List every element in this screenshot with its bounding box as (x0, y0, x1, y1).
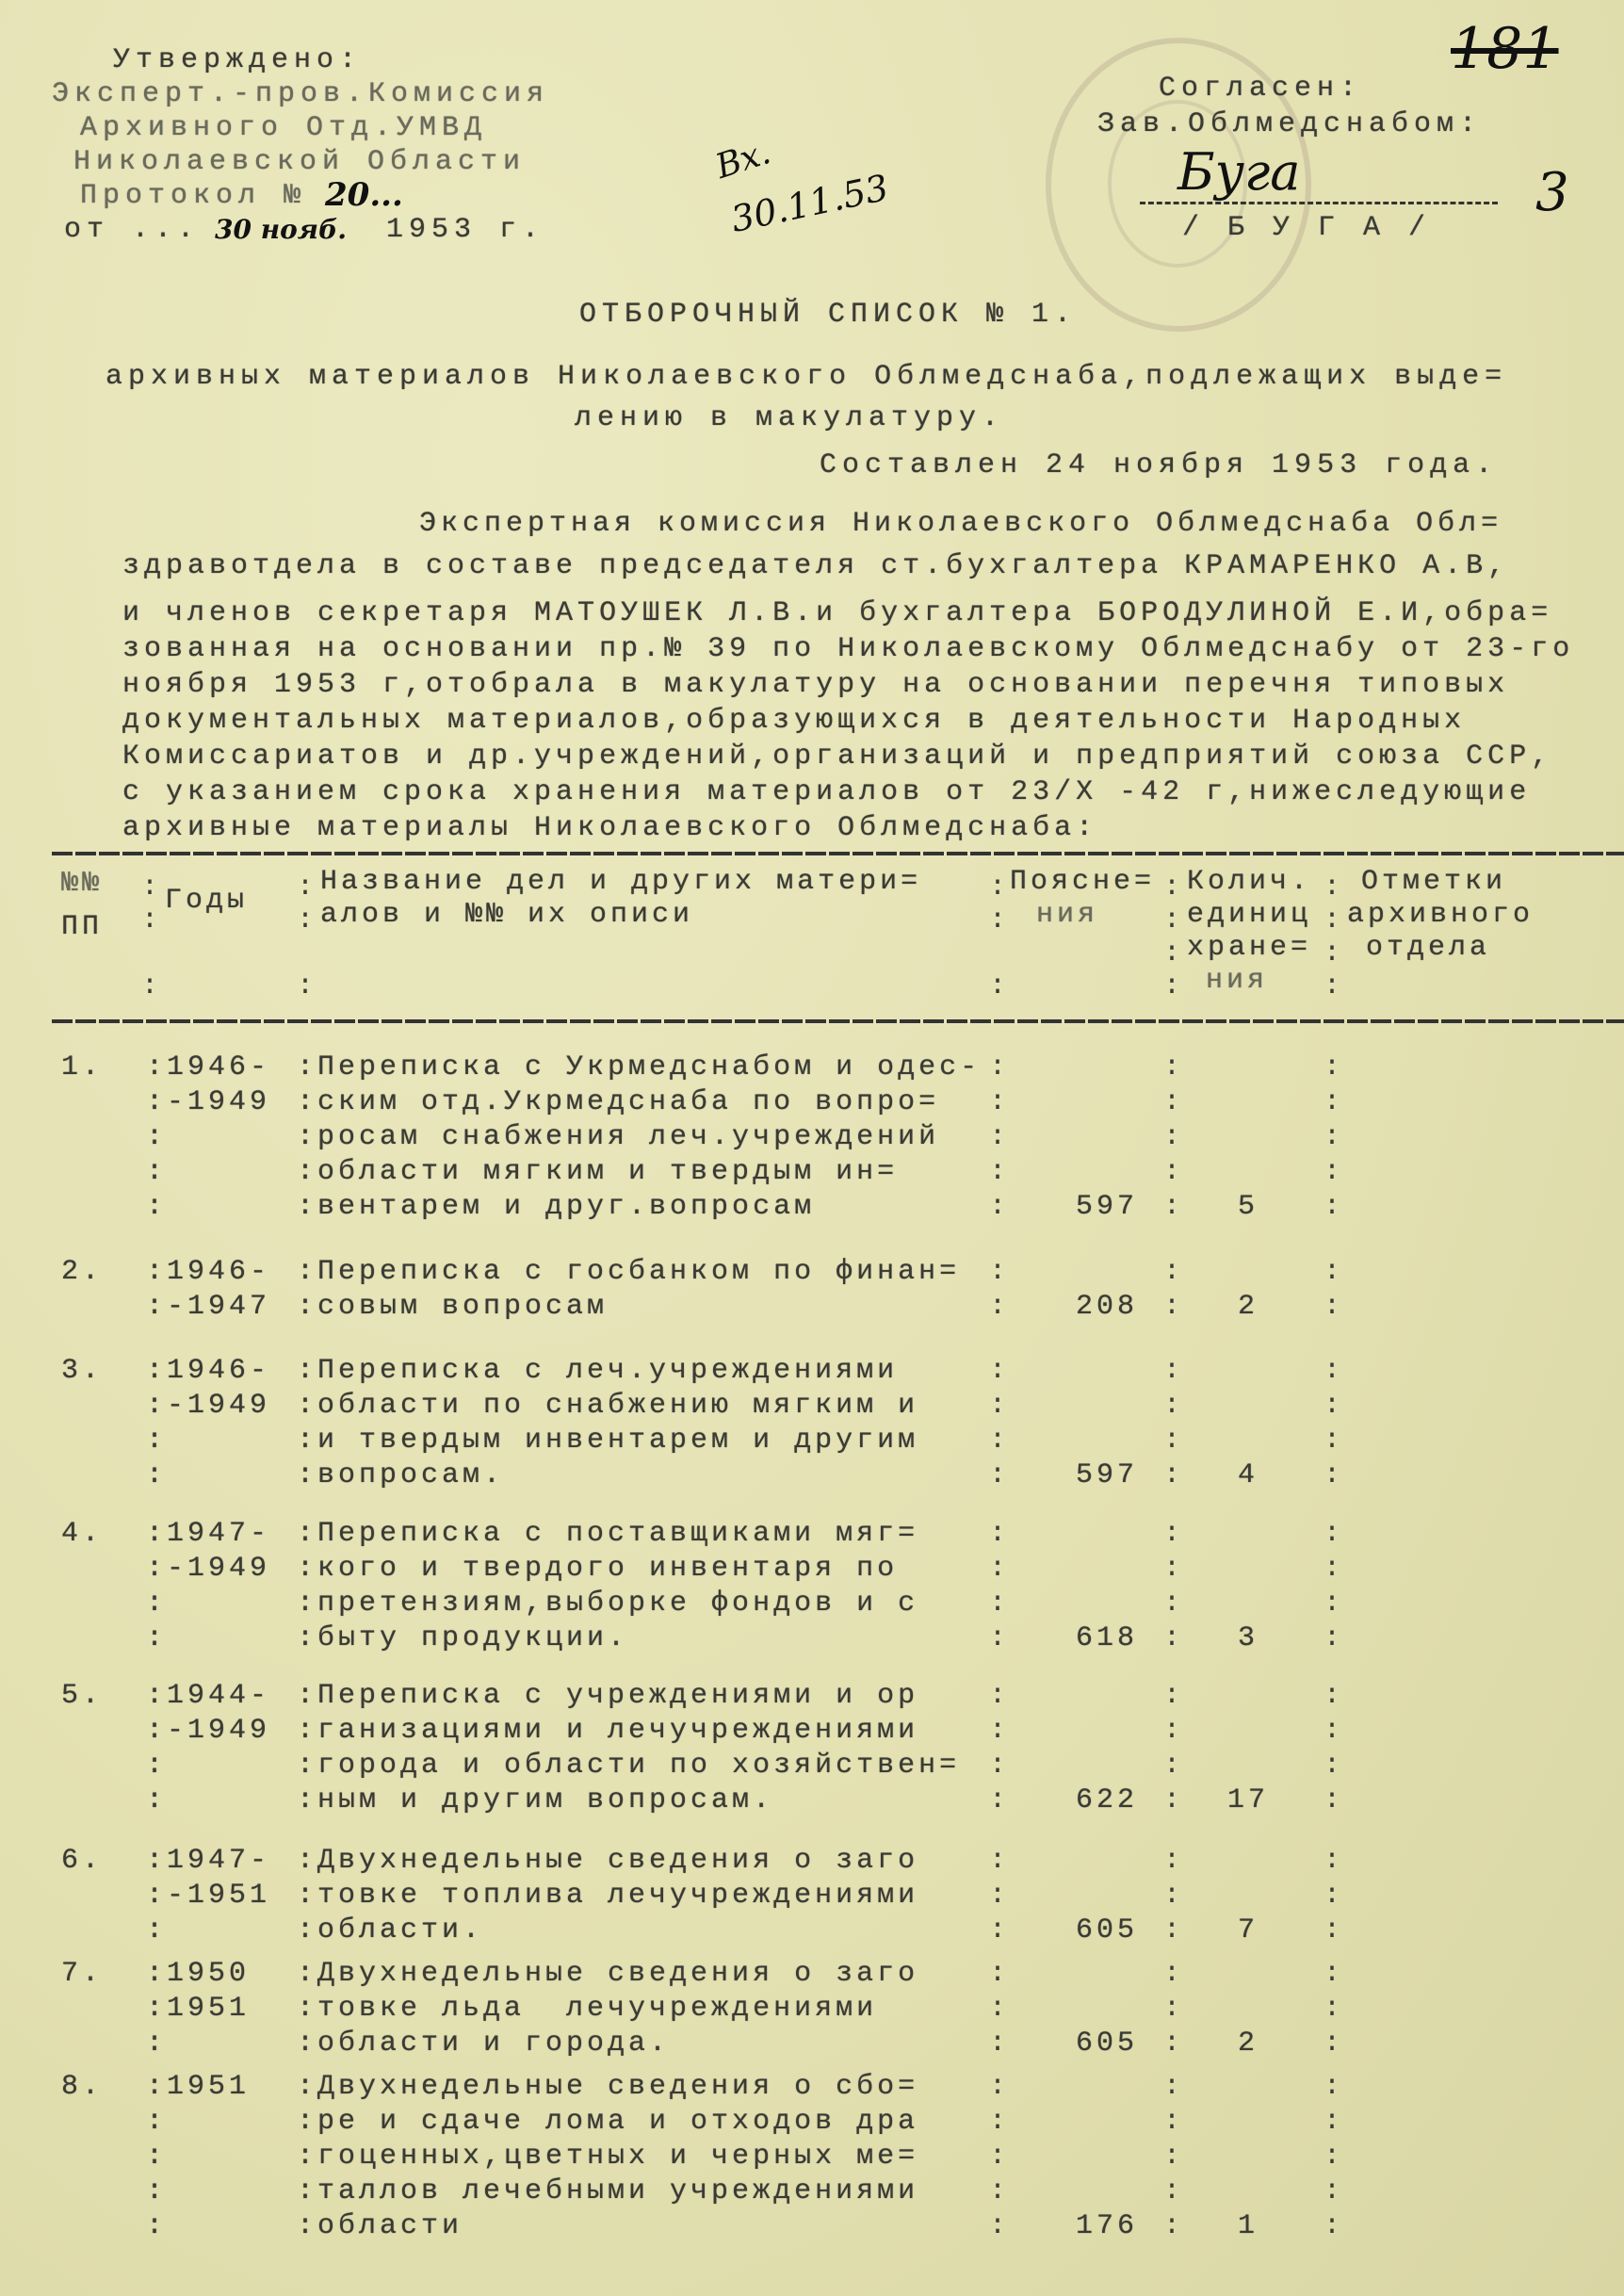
row-name (297, 2070, 918, 2244)
row-explanation-line: 622 (1075, 1784, 1138, 1816)
row-years-line: :1946- (146, 1256, 271, 1288)
row-name-line: :Переписка с учреждениями и ор (297, 1680, 919, 1712)
column-separator: : : : (989, 1845, 1007, 1946)
body-line: ноября 1953 г,отобрала в макулатуру на основании перечня типовых (122, 669, 1510, 701)
column-separator: : : : : (1324, 1680, 1341, 1816)
body-line: архивные материалы Николаевского Облмедснаба: (122, 812, 1098, 844)
row-explanation-line (1015, 1879, 1138, 1913)
row-years (146, 1517, 270, 1656)
row-units (1187, 2070, 1309, 2244)
column-separator: : : : : : (989, 2071, 1007, 2242)
row-explanation (1015, 1255, 1138, 1325)
row-explanation-line (1015, 1679, 1138, 1714)
row-years (146, 1050, 270, 1225)
signature-handwritten: Буга (1177, 142, 1301, 202)
row-name-line: :Двухнедельные сведения о заго (297, 1845, 919, 1877)
row-units-line (1187, 1120, 1309, 1155)
column-separator: : : (1324, 1256, 1341, 1323)
row-explanation-line (1015, 1085, 1138, 1120)
row-units (1187, 1354, 1309, 1493)
body-line: и членов секретаря МАТОУШЕК Л.В.и бухгалтера БОРОДУЛИНОЙ Е.И,обра= (122, 597, 1553, 629)
row-years-line: :-1947 (146, 1291, 271, 1323)
row-name-line: :ским отд.Укрмедснаба по вопро= (297, 1086, 940, 1118)
row-units-line (1187, 1749, 1309, 1783)
row-name-line: :Двухнедельные сведения о заго (297, 1958, 919, 1990)
row-explanation-line (1015, 1517, 1138, 1552)
column-separator: : : : : : (1324, 2071, 1341, 2242)
row-years-line: :1947- (146, 1518, 271, 1550)
column-separator: : : : : : (1163, 1051, 1181, 1223)
row-explanation-line (1015, 1389, 1138, 1424)
row-units (1187, 1517, 1309, 1656)
approved-commission: Эксперт.-пров.Комиссия (52, 78, 550, 110)
archive-number-crossed: 181 (1451, 16, 1559, 82)
row-years-line: : (146, 1191, 168, 1223)
row-units-line (1187, 1155, 1309, 1190)
row-explanation-line: 618 (1075, 1622, 1138, 1654)
header-no: №№ (61, 868, 104, 900)
signature-line (1140, 202, 1498, 204)
row-name-line: :ганизациями и лечучреждениями (297, 1715, 919, 1747)
row-name (297, 1957, 918, 2061)
approved-label: Утверждено: (113, 44, 363, 76)
row-units-line (1187, 1255, 1309, 1290)
row-name (297, 1255, 960, 1325)
row-units-line: 17 (1226, 1784, 1269, 1816)
row-years-line: :1946- (146, 1051, 271, 1083)
row-explanation (1015, 1517, 1138, 1656)
row-explanation-line (1015, 1155, 1138, 1190)
row-years-line: :1944- (146, 1680, 271, 1712)
row-number (61, 1354, 103, 1389)
row-number-line: 8. (61, 2071, 104, 2103)
row-name-line: :и твердым инвентарем и другим (297, 1425, 919, 1457)
row-explanation-line: 605 (1075, 2027, 1138, 2060)
row-units-line (1187, 1844, 1309, 1879)
row-explanation-line: 208 (1075, 1291, 1138, 1323)
row-name (297, 1354, 918, 1493)
row-name-line: :области мягким и твердым ин= (297, 1156, 899, 1188)
row-explanation (1015, 1844, 1138, 1948)
agreed-label: Согласен: (1159, 73, 1363, 105)
row-years-line: : (146, 1459, 168, 1491)
row-explanation (1015, 1354, 1138, 1493)
row-years-line: :1951 (146, 1993, 251, 2025)
row-years-line: :1950 (146, 1958, 251, 1990)
row-number-line: 6. (61, 1845, 104, 1877)
row-name-line: :ным и другим вопросам. (297, 1784, 774, 1816)
row-years-line: : (146, 1588, 168, 1620)
column-separator: : : : (1163, 1845, 1181, 1946)
row-number (61, 1957, 103, 1992)
header-explanation-2: ния (1036, 899, 1099, 931)
row-name-line: :Переписка с госбанком по финан= (297, 1256, 961, 1288)
row-years-line: :-1949 (146, 1390, 271, 1422)
row-years-line: :1946- (146, 1355, 271, 1387)
row-number (61, 1679, 103, 1714)
row-name-line: :города и области по хозяйствен= (297, 1750, 961, 1782)
row-years-line: :1947- (146, 1845, 271, 1877)
row-explanation-line (1015, 1957, 1138, 1992)
row-name-line: :быту продукции. (297, 1622, 629, 1654)
row-years (146, 1957, 250, 2061)
header-no-2: ПП (61, 911, 104, 943)
column-separator: : : : : : (989, 1051, 1007, 1223)
row-name-line: :кого и твердого инвентаря по (297, 1553, 899, 1585)
row-name-line: :области. (297, 1914, 484, 1946)
row-units-line (1187, 1050, 1309, 1085)
approved-date-handwritten: 30 нояб. (215, 214, 348, 245)
column-separator: : : : : (989, 1680, 1007, 1816)
body-line: документальных материалов,образующихся в деятельности Народных (122, 705, 1467, 737)
body-line: Экспертная комиссия Николаевского Облмедснаба Обл= (419, 508, 1503, 540)
row-units-line: 5 (1237, 1191, 1259, 1223)
page-number: 3 (1535, 162, 1569, 223)
row-units (1187, 1255, 1309, 1325)
row-number-line: 3. (61, 1355, 104, 1387)
header-notes-3: отдела (1366, 932, 1491, 964)
row-units (1187, 1050, 1309, 1225)
row-units-line (1187, 1085, 1309, 1120)
row-years-line: :-1951 (146, 1880, 271, 1912)
row-units-line (1187, 2174, 1309, 2209)
body-line: зованная на основании пр.№ 39 по Николаевскому Облмедснабу от 23-го (122, 633, 1575, 665)
header-notes: Отметки (1361, 866, 1507, 898)
header-units: Колич. (1187, 866, 1312, 898)
row-explanation-line (1015, 1354, 1138, 1389)
row-explanation-line (1015, 2174, 1138, 2209)
header-years: Годы (165, 885, 249, 917)
column-separator: : : : : : (1163, 2071, 1181, 2242)
row-explanation-line (1015, 1844, 1138, 1879)
row-explanation-line (1015, 1120, 1138, 1155)
row-name-line: :Переписка с леч.учреждениями (297, 1355, 899, 1387)
body-line: Комиссариатов и др.учреждений,организаций и предприятий союза ССР, (122, 741, 1553, 773)
row-name-line: :товке топлива лечучреждениями (297, 1880, 919, 1912)
column-separator: : : : (141, 871, 159, 1002)
incoming-label-handwritten: Вх. (710, 133, 775, 187)
incoming-date-handwritten: 30.11.53 (727, 166, 892, 241)
row-years-line: : (146, 1622, 168, 1654)
header-notes-2: архивного (1347, 899, 1535, 931)
agreed-name: / Б У Г А / (1182, 212, 1432, 244)
header-name: Название дел и других матери= (320, 866, 922, 898)
row-units-line (1187, 2140, 1309, 2174)
row-name-line: :росам снабжения леч.учреждений (297, 1121, 940, 1153)
column-separator: : : : : (1163, 1355, 1181, 1491)
row-name-line: :таллов лечебными учреждениями (297, 2175, 919, 2207)
row-units-line (1187, 1552, 1309, 1587)
row-units-line (1187, 1679, 1309, 1714)
row-explanation-line (1015, 1255, 1138, 1290)
row-name-line: :Двухнедельные сведения о сбо= (297, 2071, 919, 2103)
row-years-line: : (146, 2141, 168, 2173)
row-name-line: :ре и сдаче лома и отходов дра (297, 2106, 919, 2138)
row-name-line: :товке льда лечучреждениями (297, 1993, 878, 2025)
row-explanation-line (1015, 1992, 1138, 2027)
column-separator: : : : : (989, 1355, 1007, 1491)
row-number (61, 1050, 103, 1085)
header-units-4: ния (1206, 965, 1269, 997)
approved-date-prefix: от ... (64, 214, 201, 246)
row-years-line: : (146, 1784, 168, 1816)
row-explanation-line (1015, 1552, 1138, 1587)
row-number (61, 1844, 103, 1879)
row-number-line: 1. (61, 1051, 104, 1083)
row-explanation-line: 597 (1075, 1459, 1138, 1491)
row-explanation-line (1015, 1714, 1138, 1749)
column-separator: : : : (989, 871, 1007, 1002)
row-years (146, 1679, 270, 1818)
row-name-line: :области (297, 2210, 463, 2242)
table-top-rule (52, 852, 1624, 855)
column-separator: : : : : (1163, 1680, 1181, 1816)
row-explanation-line (1015, 1749, 1138, 1783)
row-number (61, 1255, 103, 1290)
header-units-3: хране= (1187, 932, 1312, 964)
row-name (297, 1050, 981, 1225)
row-name-line: :Переписка с поставщиками мяг= (297, 1518, 919, 1550)
row-units-line: 2 (1237, 1291, 1259, 1323)
approved-region: Николаевской Области (73, 146, 527, 178)
agreed-position: Зав.Облмедснабом: (1097, 108, 1483, 140)
row-units-line (1187, 1354, 1309, 1389)
row-units-line (1187, 1879, 1309, 1913)
row-years-line: : (146, 1425, 168, 1457)
protocol-number-handwritten: 20... (325, 176, 403, 214)
row-name-line: :совым вопросам (297, 1291, 609, 1323)
row-units-line: 7 (1237, 1914, 1259, 1946)
row-name (297, 1844, 918, 1948)
row-units-line (1187, 1587, 1309, 1621)
row-explanation-line: 597 (1075, 1191, 1138, 1223)
row-name-line: :вентарем и друг.вопросам (297, 1191, 816, 1223)
row-units-line (1187, 2070, 1309, 2105)
row-explanation (1015, 1679, 1138, 1818)
column-separator: : : : : : (1324, 1051, 1341, 1223)
row-units (1187, 1679, 1309, 1818)
row-units-line (1187, 1389, 1309, 1424)
row-units-line (1187, 1957, 1309, 1992)
row-explanation-line (1015, 2070, 1138, 2105)
row-years-line: : (146, 1914, 168, 1946)
row-number-line: 2. (61, 1256, 104, 1288)
row-units (1187, 1844, 1309, 1948)
row-units-line: 2 (1237, 2027, 1259, 2060)
row-years-line: :-1949 (146, 1086, 271, 1118)
row-years-line: : (146, 1750, 168, 1782)
column-separator: : : (1163, 1256, 1181, 1323)
column-separator: : : : (1324, 1845, 1341, 1946)
row-explanation-line (1015, 1050, 1138, 1085)
row-explanation-line: 605 (1075, 1914, 1138, 1946)
column-separator: : : : : (1163, 871, 1181, 1002)
header-explanation: Поясне= (1010, 866, 1156, 898)
row-number-line: 4. (61, 1518, 104, 1550)
row-name (297, 1517, 918, 1656)
row-units-line: 3 (1237, 1622, 1259, 1654)
row-name-line: :гоценных,цветных и черных ме= (297, 2141, 919, 2173)
row-years (146, 1844, 270, 1948)
row-name-line: :претензиям,выборке фондов и с (297, 1588, 919, 1620)
subtitle-line-1: архивных материалов Николаевского Облмедснаба,подлежащих выде= (106, 361, 1508, 393)
row-years (146, 2070, 250, 2244)
row-name-line: :области по снабжению мягким и (297, 1390, 919, 1422)
row-years-line: : (146, 1121, 168, 1153)
row-units-line: 4 (1237, 1459, 1259, 1491)
row-units-line (1187, 2105, 1309, 2140)
header-units-2: единиц (1187, 899, 1312, 931)
row-explanation-line (1015, 2105, 1138, 2140)
row-name-line: :области и города. (297, 2027, 671, 2060)
row-number-line: 5. (61, 1680, 104, 1712)
row-name (297, 1679, 960, 1818)
row-name-line: :Переписка с Укрмедснабом и одес- (297, 1051, 982, 1083)
body-line: с указанием срока хранения материалов от 23/X -42 г,нижеследующие (122, 776, 1532, 808)
row-number (61, 2070, 103, 2105)
row-explanation (1015, 1957, 1138, 2061)
column-separator: : : : : (1324, 1518, 1341, 1654)
row-years-line: :-1949 (146, 1553, 271, 1585)
column-separator: : : : : (1163, 1518, 1181, 1654)
header-name-2: алов и №№ их описи (320, 899, 694, 931)
column-separator: : : : (1163, 1958, 1181, 2060)
row-units-line: 1 (1237, 2210, 1259, 2242)
row-units (1187, 1957, 1309, 2061)
row-name-line: :вопросам. (297, 1459, 505, 1491)
row-explanation-line (1015, 1424, 1138, 1458)
body-line: здравотдела в составе председателя ст.бухгалтера КРАМАРЕНКО А.В, (122, 550, 1510, 582)
row-years-line: : (146, 2027, 168, 2060)
row-years (146, 1255, 270, 1325)
subtitle-line-2: лению в макулатуру. (575, 402, 1005, 434)
approved-protocol: Протокол № (80, 180, 307, 212)
row-years-line: :1951 (146, 2071, 251, 2103)
row-number (61, 1517, 103, 1552)
row-years-line: : (146, 2175, 168, 2207)
column-separator: : : (989, 1256, 1007, 1323)
row-units-line (1187, 1714, 1309, 1749)
row-explanation (1015, 2070, 1138, 2244)
row-years-line: : (146, 2106, 168, 2138)
row-years-line: : (146, 1156, 168, 1188)
row-years-line: : (146, 2210, 168, 2242)
column-separator: : : : (297, 871, 315, 1002)
column-separator: : : : (1324, 1958, 1341, 2060)
row-explanation-line: 176 (1075, 2210, 1138, 2242)
row-explanation-line (1015, 1587, 1138, 1621)
row-units-line (1187, 1992, 1309, 2027)
column-separator: : : : (989, 1958, 1007, 2060)
document-title: ОТБОРОЧНЫЙ СПИСОК № 1. (579, 299, 1078, 331)
row-explanation-line (1015, 2140, 1138, 2174)
row-number-line: 7. (61, 1958, 104, 1990)
row-units-line (1187, 1424, 1309, 1458)
approved-year: 1953 г. (386, 214, 545, 246)
row-units-line (1187, 1517, 1309, 1552)
column-separator: : : : : (1324, 871, 1341, 1002)
column-separator: : : : : (989, 1518, 1007, 1654)
row-years-line: :-1949 (146, 1715, 271, 1747)
table-header-bottom-rule (52, 1019, 1624, 1023)
column-separator: : : : : (1324, 1355, 1341, 1491)
row-explanation (1015, 1050, 1138, 1225)
approved-department: Архивного Отд.УМВД (80, 112, 488, 144)
compiled-date: Составлен 24 ноября 1953 года. (820, 449, 1499, 481)
row-years (146, 1354, 270, 1493)
